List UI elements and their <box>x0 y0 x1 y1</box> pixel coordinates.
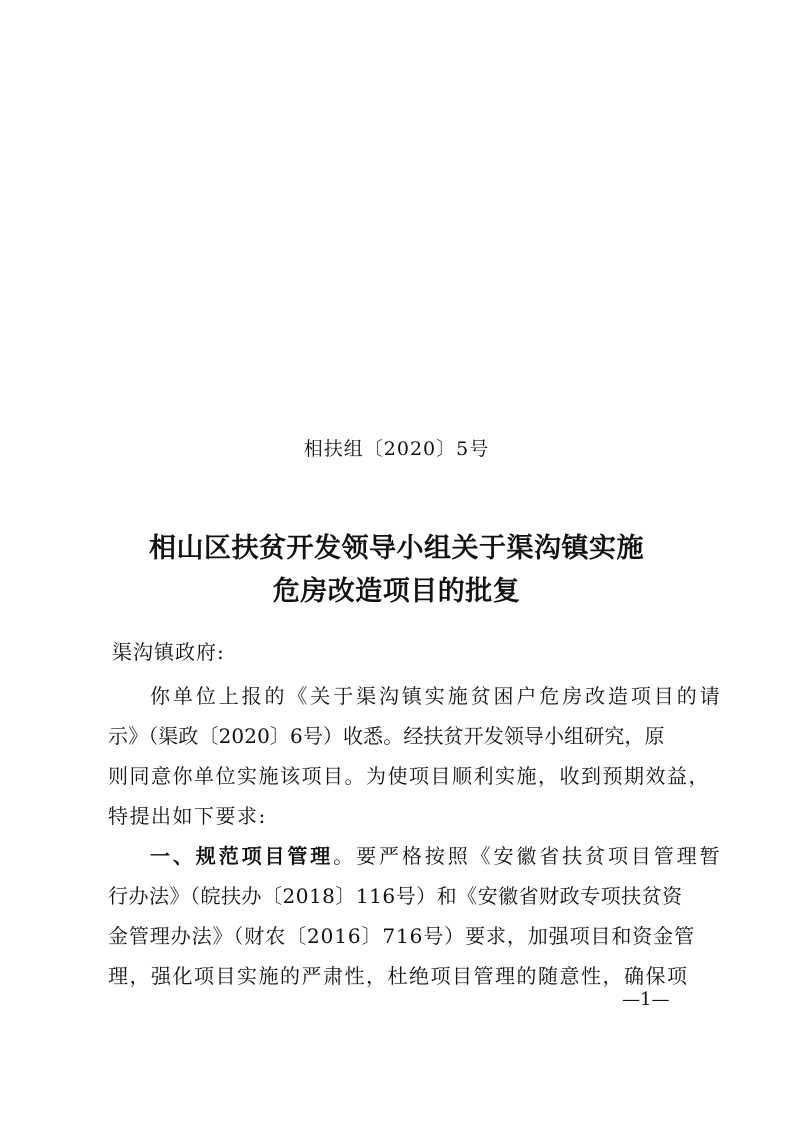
document-title-line-1: 相山区扶贫开发领导小组关于渠沟镇实施 <box>149 533 644 564</box>
body-line: 则同意你单位实施该项目。为使项目顺利实施，收到预期效益， <box>108 764 710 788</box>
page-number: —1— <box>622 989 670 1010</box>
body-line: 你单位上报的《关于渠沟镇实施贫困户危房改造项目的请 <box>150 684 723 708</box>
section-1-heading: 一、规范项目管理 <box>150 844 334 868</box>
section-1-first-line-text: 。要严格按照《安徽省扶贫项目管理暂 <box>333 844 723 868</box>
body-line: 特提出如下要求: <box>108 804 267 828</box>
body-line: 理，强化项目实施的严肃性，杜绝项目管理的随意性，确保项 <box>108 964 689 988</box>
document-number: 相扶组〔2020〕5号 <box>303 438 490 460</box>
body-line: 行办法》（皖扶办〔2018〕116号）和《安徽省财政专项扶贫资 <box>108 884 683 908</box>
section-1-first-line <box>150 840 723 869</box>
body-line: 示》（渠政〔2020〕6号）收悉。经扶贫开发领导小组研究，原 <box>108 724 665 748</box>
body-line: 金管理办法》（财农〔2016〕716号）要求，加强项目和资金管 <box>108 924 695 948</box>
document-title-line-2: 危房改造项目的批复 <box>272 576 521 607</box>
addressee: 渠沟镇政府: <box>112 640 225 664</box>
